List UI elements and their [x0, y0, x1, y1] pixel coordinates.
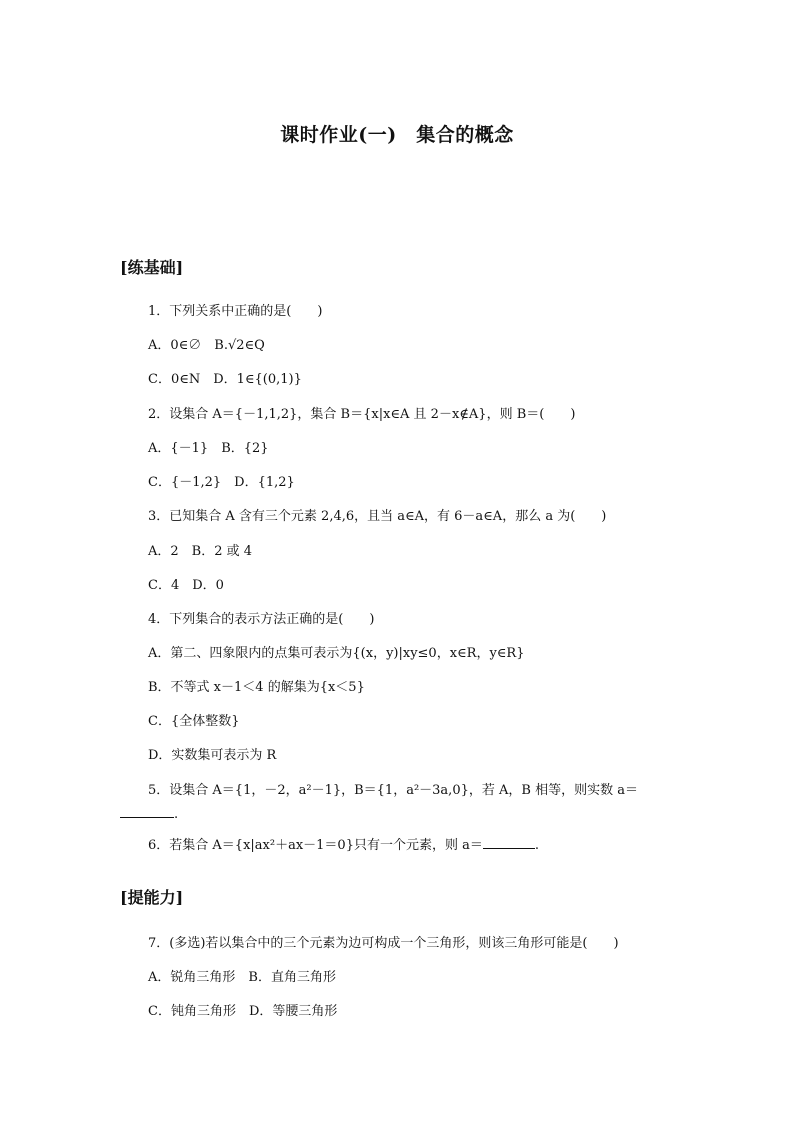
section-heading-basic: [练基础]	[120, 258, 184, 277]
answer-blank[interactable]	[483, 836, 535, 849]
question-3-options-ab: A．2 B．2 或 4	[148, 544, 253, 559]
question-1-options-cd: C．0∈N D．1∈{(0,1)}	[148, 372, 302, 387]
answer-blank[interactable]	[120, 805, 174, 818]
section-heading-advanced: [提能力]	[120, 888, 184, 907]
question-4-option-a: A．第二、四象限内的点集可表示为{(x，y)|xy≤0，x∈R，y∈R}	[148, 646, 525, 661]
question-5-answer-line	[120, 805, 178, 823]
question-4-option-c: C．{全体整数}	[148, 714, 240, 729]
question-5-tail: .	[174, 807, 179, 822]
question-6-line	[148, 836, 539, 854]
question-1-stem: 1．下列关系中正确的是( )	[148, 304, 323, 319]
question-7-options-cd: C．钝角三角形 D．等腰三角形	[148, 1004, 338, 1019]
question-3-options-cd: C．4 D．0	[148, 578, 224, 593]
question-5-stem: 5．设集合 A＝{1，－2，a²－1}，B＝{1，a²－3a,0}，若 A，B 相等，则实数 a＝	[148, 783, 638, 798]
question-2-stem: 2．设集合 A＝{－1,1,2}，集合 B＝{x|x∈A 且 2－x∉A}，则 B＝( )	[148, 407, 576, 422]
question-4-option-d: D．实数集可表示为 R	[148, 748, 277, 763]
question-7-stem: 7．(多选)若以集合中的三个元素为边可构成一个三角形，则该三角形可能是( )	[148, 936, 619, 951]
worksheet-title: 课时作业(一) 集合的概念	[280, 124, 514, 146]
question-6-tail: .	[534, 838, 539, 853]
question-6-stem: 6．若集合 A＝{x|ax²＋ax－1＝0}只有一个元素，则 a＝	[148, 838, 483, 853]
question-2-options-ab: A．{－1} B．{2}	[148, 441, 269, 456]
question-2-options-cd: C．{－1,2} D．{1,2}	[148, 475, 295, 490]
question-4-stem: 4．下列集合的表示方法正确的是( )	[148, 612, 375, 627]
question-4-option-b: B．不等式 x－1＜4 的解集为{x＜5}	[148, 680, 365, 695]
question-3-stem: 3．已知集合 A 含有三个元素 2,4,6，且当 a∈A，有 6－a∈A，那么 a 为( )	[148, 509, 607, 524]
question-1-options-ab: A．0∈∅ B.√2∈Q	[148, 338, 265, 353]
question-7-options-ab: A．锐角三角形 B．直角三角形	[148, 970, 336, 985]
